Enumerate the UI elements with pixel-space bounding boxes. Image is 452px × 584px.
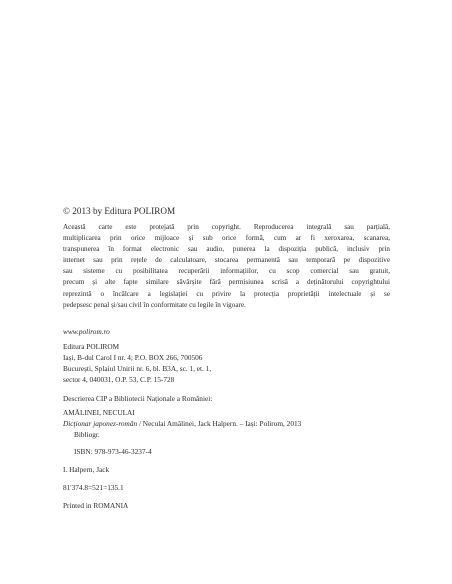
legal-line: transpunerea în format electronic sau audio, punerea la dispoziția publică, inclusiv prin — [63, 245, 390, 254]
cip-title-rest: / Neculai Amălinei, Jack Halpern. – Iași: Polirom, 2013 — [137, 419, 302, 428]
publisher-address — [63, 341, 390, 385]
cip-udc: 81'374.8=521=135.1 — [63, 483, 124, 492]
legal-line: Această carte este protejată prin copyright. Reproducerea integrală sau parțială, — [63, 223, 390, 231]
copyright-notice: © 2013 by Editura POLIROM — [63, 206, 176, 216]
cip-coauthor: I. Halpern, Jack — [63, 465, 110, 474]
address-line: Editura POLIROM — [63, 342, 120, 351]
address-line: Iași, B-dul Carol I nr. 4; P.O. BOX 266, 700506 — [63, 353, 203, 363]
cip-title-line — [63, 418, 390, 429]
legal-line: multiplicarea prin orice mijloace și sub orice formă, cum ar fi xeroxarea, scanarea, — [63, 234, 390, 243]
legal-line: reprezintă o încălcare a legislației cu privire la protecția proprietății intelectuale și se — [63, 289, 390, 298]
address-line: sector 4, 040031, O.P. 53, C.P. 15-728 — [63, 375, 175, 385]
legal-line: precum și alte fapte similare săvârșite fără permisiunea scrisă a deținătorului copyrightului — [63, 278, 390, 287]
cip-isbn: ISBN: 978-973-46-3237-4 — [74, 447, 152, 456]
address-line: București, Splaiul Unirii nr. 6, bl. B3A, sc. 1, et. 1, — [63, 364, 212, 374]
printed-in: Printed in ROMANIA — [63, 501, 129, 510]
cip-heading: Descrierea CIP a Bibliotecii Naționale a României: — [63, 394, 213, 403]
cip-author: AMĂLINEI, NECULAI — [63, 408, 135, 417]
legal-line: internet sau prin rețele de calculatoare, stocarea permanentă sau temporară pe dispozitive — [63, 256, 390, 265]
cip-book-title: Dicționar japonez-român — [63, 419, 138, 428]
legal-line: sau sisteme cu posibilitatea recuperării informațiilor, cu scop comercial sau gratuit, — [63, 267, 390, 276]
legal-notice — [63, 222, 390, 311]
legal-line: pedepsesc penal și/sau civil în conformitate cu legile în vigoare. — [63, 300, 246, 309]
cip-bibliography: Bibliogr. — [74, 430, 100, 439]
publisher-website: www.polirom.ro — [63, 327, 110, 336]
